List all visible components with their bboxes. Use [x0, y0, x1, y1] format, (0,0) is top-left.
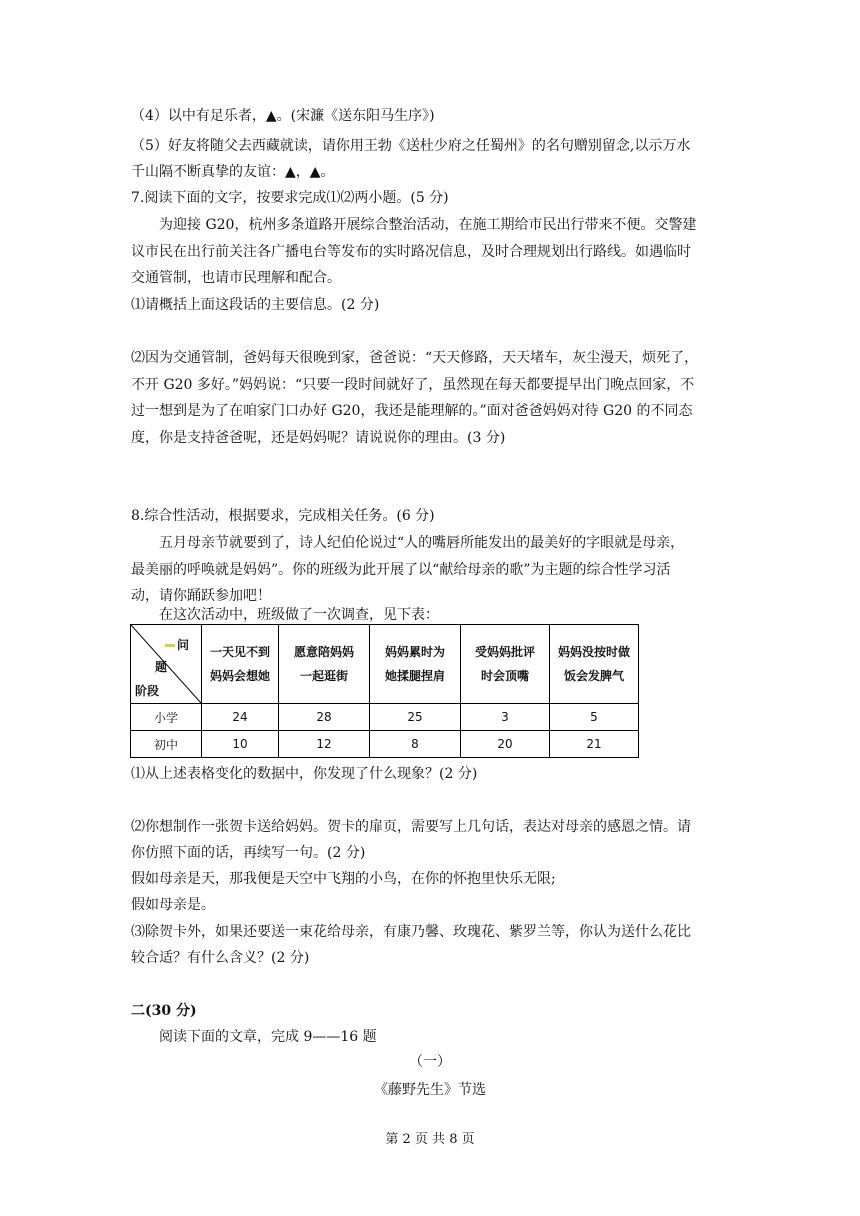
q7-passage-2: 议市民在出行前关注各广播电台等发布的实时路况信息，及时合理规划出行路线。如遇临时: [131, 244, 691, 260]
table-row: [131, 704, 639, 731]
q6-item4: （4）以中有足乐者，▲。(宋濂《送东阳马生序》): [131, 108, 435, 124]
q7-sub2-2: 不开 G20 多好。”妈妈说：“只要一段时间就好了，虽然现在每天都要提早出门晚点回家，不: [131, 377, 695, 393]
reading-instruction: 阅读下面的文章，完成 9——16 题: [159, 1029, 377, 1045]
q7-sub1: ⑴请概括上面这段话的主要信息。(2 分): [131, 297, 380, 313]
q8-sub3-2: 较合适？有什么含义？(2 分): [131, 950, 310, 966]
table-cell: 10: [202, 731, 279, 758]
corner-label-stage: 阶段: [135, 684, 160, 698]
table-cell: 5: [550, 704, 639, 731]
q7-sub2-3: 过一想到是为了在咱家门口办好 G20，我还是能理解的。”面对爸爸妈妈对待 G20 的不同态: [131, 403, 693, 419]
header-cell: 愿意陪妈妈 一起逛街: [279, 625, 370, 704]
table-cell: 25: [370, 704, 461, 731]
table-corner-cell: [131, 625, 202, 704]
table-header-row: [131, 625, 639, 704]
q7-sub2-4: 度，你是支持爸爸呢，还是妈妈呢？请说说你的理由。(3 分): [131, 430, 506, 446]
table-cell: 8: [370, 731, 461, 758]
q8-sub3-1: ⑶除贺卡外，如果还要送一束花给母亲，有康乃馨、玫瑰花、紫罗兰等，你认为送什么花比: [131, 924, 691, 940]
header-cell: 妈妈累时为 她揉腿捏肩: [370, 625, 461, 704]
table-cell: 24: [202, 704, 279, 731]
table-cell: 21: [550, 731, 639, 758]
q8-passage-2: 最美丽的呼唤就是妈妈”。你的班级为此开展了以“献给母亲的歌”为主题的综合性学习活: [131, 562, 671, 578]
table-cell: 28: [279, 704, 370, 731]
stage-cell: 初中: [131, 731, 202, 758]
q8-sub2-1: ⑵你想制作一张贺卡送给妈妈。贺卡的扉页，需要写上几句话，表达对母亲的感恩之情。请: [131, 819, 691, 835]
corner-label-question: 问: [176, 638, 189, 652]
corner-label-ti: 题: [155, 660, 168, 674]
q6-item5-cont: 千山隔不断真挚的友谊：▲，▲。: [131, 164, 335, 180]
passage-title: 《藤野先生》节选: [374, 1082, 486, 1098]
header-cell: 受妈妈批评 时会顶嘴: [461, 625, 550, 704]
q7-passage-3: 交通管制，也请市民理解和配合。: [131, 270, 341, 286]
q6-item5: （5）好友将随父去西藏就读，请你用王勃《送杜少府之任蜀州》的名句赠别留念,以示万水: [131, 138, 691, 154]
q7-passage-1: 为迎接 G20，杭州多条道路开展综合整治活动，在施工期给市民出行带来不便。交警建: [159, 217, 697, 233]
table-cell: 20: [461, 731, 550, 758]
table-row: [131, 731, 639, 758]
q8-table-intro: 在这次活动中，班级做了一次调查，见下表：: [159, 607, 439, 623]
header-cell: 一天见不到 妈妈会想她: [202, 625, 279, 704]
q8-passage-1: 五月母亲节就要到了，诗人纪伯伦说过“人的嘴唇所能发出的最美好的字眼就是母亲，: [159, 535, 685, 551]
q7-sub2-1: ⑵因为交通管制，爸妈每天很晚到家，爸爸说：“天天修路，天天堵车，灰尘漫天，烦死了，: [131, 350, 699, 366]
survey-table: [130, 624, 639, 758]
highlight-mark: [165, 644, 175, 647]
q8-passage-3: 动，请你踊跃参加吧！: [131, 588, 271, 604]
page-footer: 第 2 页 共 8 页: [385, 1132, 475, 1147]
section-two-heading: 二(30 分): [131, 1003, 197, 1019]
table-cell: 12: [279, 731, 370, 758]
q7-title: 7.阅读下面的文字，按要求完成⑴⑵两小题。(5 分): [131, 190, 449, 206]
q8-sub1: ⑴从上述表格变化的数据中，你发现了什么现象？(2 分): [131, 766, 478, 782]
q8-sub2-2: 你仿照下面的话，再续写一句。(2 分): [131, 845, 366, 861]
q8-fill-in: 假如母亲是。: [131, 897, 215, 913]
table-cell: 3: [461, 704, 550, 731]
q8-example: 假如母亲是天，那我便是天空中飞翔的小鸟，在你的怀抱里快乐无限;: [131, 871, 556, 887]
header-cell: 妈妈没按时做 饭会发脾气: [550, 625, 639, 704]
stage-cell: 小学: [131, 704, 202, 731]
part-number: （一）: [409, 1054, 451, 1070]
q8-title: 8.综合性活动，根据要求，完成相关任务。(6 分): [131, 508, 435, 524]
